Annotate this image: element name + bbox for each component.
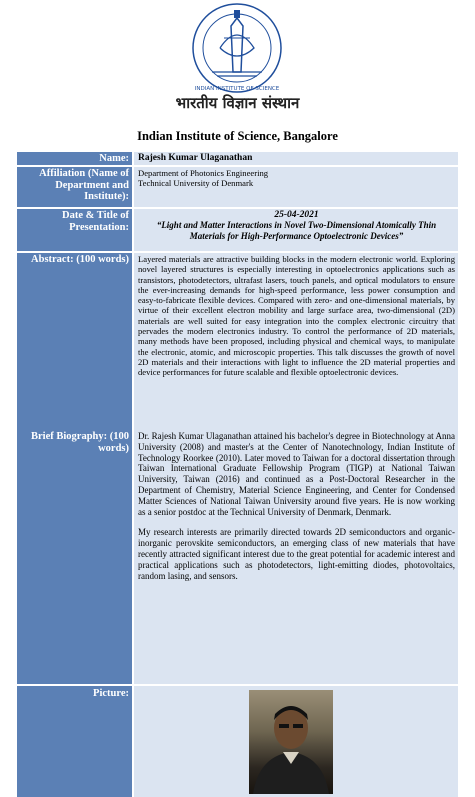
affiliation-institution: Technical University of Denmark <box>138 178 254 189</box>
label-affiliation: Affiliation (Name of Department and Institute): <box>17 167 132 207</box>
profile-table <box>17 152 458 699</box>
label-abstract: Abstract: (100 words) <box>31 254 129 265</box>
value-date-title <box>134 209 458 251</box>
seal-text: INDIAN INSTITUTE OF SCIENCE <box>194 86 280 92</box>
label-name: Name: <box>17 152 132 165</box>
biography-paragraph-1: Dr. Rajesh Kumar Ulaganathan attained his bachelor's degree in Biotechnology at Anna University (2008) and master's at the Center of Nanotechnology, Indian Institute of Technology Roorkee (2010). Later moved to Taiwan for a doctoral dissertation through Taiwan International Graduate Fellowship Program (TIGP) at National Taiwan University, Taiwan (2016) and continued as a Post-Doctoral Researcher in the Department of Chemistry, Material Science Engineering, and Center for Condensed Matter Sciences of National Taiwan University around five years. He is now working as a senior postdoc at the Technical University of Denmark, Denmark. <box>138 431 455 517</box>
presentation-title: “Light and Matter Interactions in Novel Two-Dimensional Atomically Thin Materials for High-Performance Optoelectronic Devices” <box>156 220 437 241</box>
affiliation-department: Department of Photonics Engineering <box>138 168 269 178</box>
section-biography <box>17 430 458 683</box>
section-picture <box>17 687 458 797</box>
header-logo-area <box>0 0 475 118</box>
value-name: Rajesh Kumar Ulaganathan <box>134 152 458 165</box>
label-biography: Brief Biography: (100 words) <box>31 431 129 454</box>
section-abstract <box>17 253 458 430</box>
value-affiliation <box>134 167 458 207</box>
label-picture: Picture: <box>93 688 129 699</box>
row-abstract-bio-picture <box>17 253 458 738</box>
row-date-title <box>17 209 458 251</box>
speaker-photo <box>249 690 333 794</box>
value-abstract: Layered materials are attractive building blocks in the modern electronic world. Exploring novel layered structures is especially interesting in optoelectronics applications such as transistors, photodetectors, ultrafast lasers, touch panels, and optical modulators to ensure the ever-increasing demands for high-speed performance, less power consumption and easy-to-fabricate flexible devices. Compared with zero- and one-dimensional materials, by virtue of their excellent electron mobility and large surface area, two-dimensional (2D) materials are well suited for easy integration into the complex electronic circuitry that pervades the modern electronics industry. To control the performance of 2D materials, many methods have been proposed, including physical and chemical ways, to manipulate the electronic, atomic, and microscopic properties. This talk discusses the growth of novel 2D materials and their interactions with light to influence the 2D material properties and device performances for future scalable and flexible optoelectronic devices. <box>138 254 455 378</box>
person-silhouette-icon <box>249 690 333 794</box>
hindi-institute-name: भारतीय विज्ञान संस्थान <box>175 94 300 112</box>
presentation-date: 25-04-2021 <box>274 210 319 220</box>
biography-paragraph-2: My research interests are primarily directed towards 2D semiconductors and organic-inorganic perovskite semiconductors, an emerging class of new materials that have recently attracted significant interest due to the great potential for academic interest and practical applications such as photodetectors, light-emitting diodes, photovoltaics, random lasing, and sensors. <box>138 527 455 581</box>
label-date-title: Date & Title of Presentation: <box>17 209 132 251</box>
row-name <box>17 152 458 165</box>
row-affiliation <box>17 167 458 207</box>
value-biography <box>134 430 458 683</box>
divider <box>17 684 458 686</box>
institute-name: Indian Institute of Science, Bangalore <box>137 129 338 143</box>
iisc-seal-icon <box>162 2 312 94</box>
